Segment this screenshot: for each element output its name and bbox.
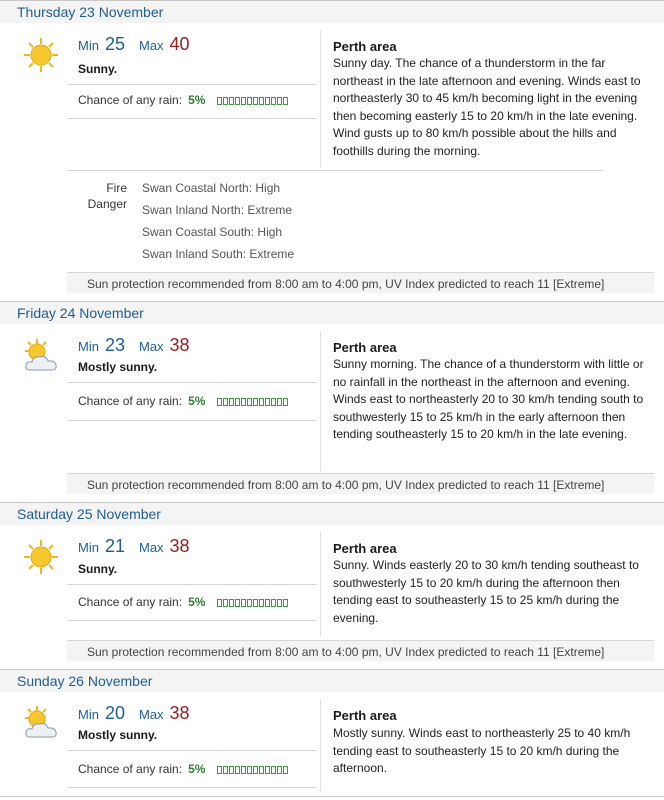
min-label: Min — [78, 38, 99, 53]
rain-bar — [217, 596, 289, 610]
forecast-area: Perth area — [333, 708, 397, 723]
max-temp: 40 — [169, 34, 190, 54]
condition-text: Mostly sunny. — [78, 728, 158, 742]
fire-danger-label: Fire Danger — [87, 181, 127, 211]
fire-district: Swan Inland North: Extreme — [142, 203, 293, 217]
min-temp: 25 — [104, 34, 125, 54]
min-label: Min — [78, 339, 99, 354]
forecast-area: Perth area — [333, 39, 397, 54]
rain-bar — [217, 94, 289, 108]
divider — [67, 382, 317, 383]
column-separator — [320, 699, 321, 791]
divider — [0, 796, 664, 797]
day-header — [0, 669, 664, 692]
day-title: Sunday 26 November — [17, 673, 153, 689]
max-label: Max — [138, 540, 164, 555]
min-temp: 23 — [104, 335, 125, 355]
max-label: Max — [138, 707, 164, 722]
rain-chance — [78, 394, 289, 409]
rain-label: Chance of any rain: — [78, 93, 183, 107]
forecast-area: Perth area — [333, 340, 397, 355]
day-header — [0, 0, 664, 23]
divider — [67, 84, 317, 85]
divider — [67, 620, 317, 621]
divider — [67, 170, 603, 171]
forecast-area: Perth area — [333, 541, 397, 556]
rain-percent: 5% — [188, 93, 206, 107]
divider — [67, 118, 317, 119]
day-title: Saturday 25 November — [17, 506, 161, 522]
rain-label: Chance of any rain: — [78, 394, 183, 408]
min-temp: 20 — [104, 703, 125, 723]
temperature-row — [78, 703, 190, 724]
fire-district: Swan Coastal North: High — [142, 181, 281, 195]
condition-text: Mostly sunny. — [78, 360, 158, 374]
uv-advice: Sun protection recommended from 8:00 am to 4:00 pm, UV Index predicted to reach 11 [Extreme] — [67, 640, 654, 661]
column-separator — [320, 30, 321, 168]
rain-bar — [217, 395, 289, 409]
rain-chance — [78, 595, 289, 610]
forecast-text: Sunny. Winds easterly 20 to 30 km/h tending southeast to southwesterly 15 to 20 km/h during the afternoon then tending east to southeasterly 15 to 25 km/h during the evening. — [333, 558, 639, 625]
day-header — [0, 502, 664, 525]
forecast-text: Mostly sunny. Winds east to northeasterly 25 to 40 km/h tending east to southeasterly 15 to 20 km/h during the afternoon. — [333, 726, 631, 776]
uv-advice: Sun protection recommended from 8:00 am to 4:00 pm, UV Index predicted to reach 11 [Extreme] — [67, 473, 654, 494]
min-temp: 21 — [104, 536, 125, 556]
min-label: Min — [78, 540, 99, 555]
divider — [67, 584, 317, 585]
day-title: Friday 24 November — [17, 305, 144, 321]
sun-icon — [22, 538, 60, 576]
rain-label: Chance of any rain: — [78, 595, 183, 609]
divider — [67, 420, 317, 421]
rain-percent: 5% — [188, 595, 206, 609]
day-header — [0, 301, 664, 324]
temperature-row — [78, 536, 190, 557]
max-label: Max — [138, 38, 164, 53]
max-temp: 38 — [169, 536, 190, 556]
rain-percent: 5% — [188, 762, 206, 776]
condition-text: Sunny. — [78, 62, 118, 76]
rain-label: Chance of any rain: — [78, 762, 183, 776]
max-label: Max — [138, 339, 164, 354]
divider — [67, 750, 317, 751]
forecast-text: Sunny morning. The chance of a thunderstorm with little or no rainfall in the northeast in the afternoon and evening. Winds east to northeasterly 20 to 30 km/h tending south to southwesterly 15 to 25 km/h in the early afternoon then tending southeasterly 15 to 20 km/h in the late evening. — [333, 357, 644, 442]
temperature-row — [78, 335, 190, 356]
fire-district: Swan Inland South: Extreme — [142, 247, 295, 261]
min-label: Min — [78, 707, 99, 722]
rain-chance — [78, 93, 289, 108]
fire-district: Swan Coastal South: High — [142, 225, 283, 239]
rain-percent: 5% — [188, 394, 206, 408]
temperature-row — [78, 34, 190, 55]
rain-bar — [217, 763, 289, 777]
max-temp: 38 — [169, 335, 190, 355]
forecast-text: Sunny day. The chance of a thunderstorm in the far northeast in the late afternoon and evening. Winds east to northeasterly 30 to 45 km/h becoming light in the evening then becoming easterly 15 to 20 km/h in the late evening. Wind gusts up to 80 km/h possible about the hills and foothills during the morning. — [333, 56, 641, 158]
column-separator — [320, 331, 321, 471]
divider — [67, 787, 317, 788]
column-separator — [320, 532, 321, 636]
condition-text: Sunny. — [78, 562, 118, 576]
sun-icon — [22, 36, 60, 74]
rain-chance — [78, 762, 289, 777]
mostly-sunny-icon — [22, 704, 60, 742]
max-temp: 38 — [169, 703, 190, 723]
uv-advice: Sun protection recommended from 8:00 am to 4:00 pm, UV Index predicted to reach 11 [Extreme] — [67, 272, 654, 293]
day-title: Thursday 23 November — [17, 4, 164, 20]
mostly-sunny-icon — [22, 337, 60, 375]
